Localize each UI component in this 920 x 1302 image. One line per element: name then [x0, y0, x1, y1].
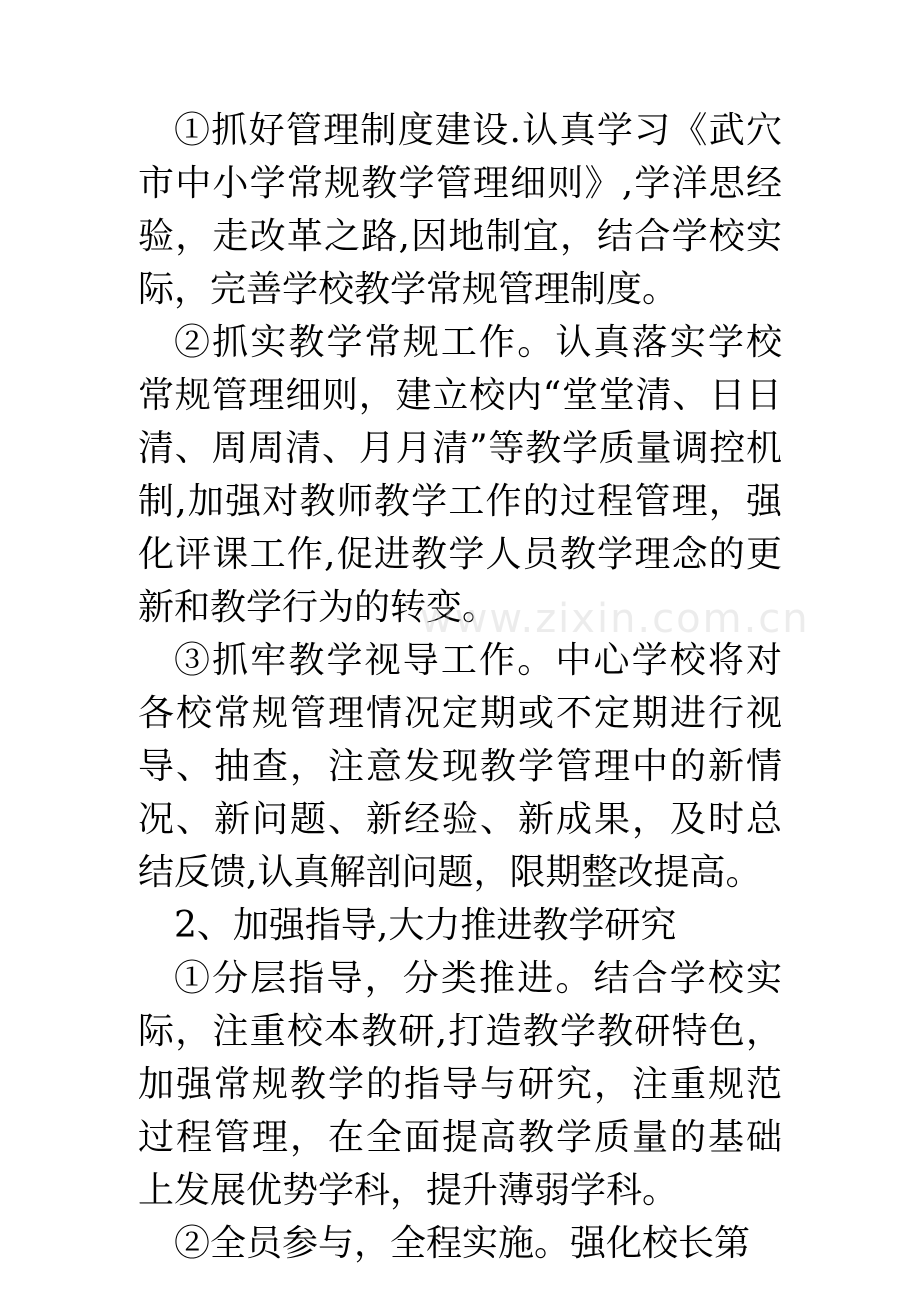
paragraph-full-participation: ②全员参与，全程实施。强化校长第: [174, 1223, 751, 1264]
paragraph-teaching-routine: ②抓实教学常规工作。认真落实学校常规管理细则，建立校内“堂堂清、日日清、周周清、月月清”等教学质量调控机制,加强对教师教学工作的过程管理，强化评课工作,促进教学人员教学理念的更新和教学行为的转变。: [138, 322, 782, 628]
watermark-text: www.zixin.com.cn: [420, 596, 810, 642]
paragraph-supervision: ③抓牢教学视导工作。中心学校将对各校常规管理情况定期或不定期进行视导、抽查，注意发现教学管理中的新情况、新问题、新经验、新成果，及时总结反馈,认真解剖问题，限期整改提高。: [138, 640, 782, 893]
document-body: [138, 104, 782, 1270]
section-heading-teaching-research: 2、加强指导,大力推进教学研究: [174, 905, 677, 946]
paragraph-layered-guidance: ①分层指导，分类推进。结合学校实际，注重校本教研,打造教学教研特色，加强常规教学的指导与研究，注重规范过程管理，在全面提高教学质量的基础上发展优势学科，提升薄弱学科。: [138, 958, 782, 1211]
paragraph-management-system: ①抓好管理制度建设.认真学习《武穴市中小学常规教学管理细则》,学洋思经验，走改革之路,因地制宜，结合学校实际，完善学校教学常规管理制度。: [138, 110, 782, 310]
